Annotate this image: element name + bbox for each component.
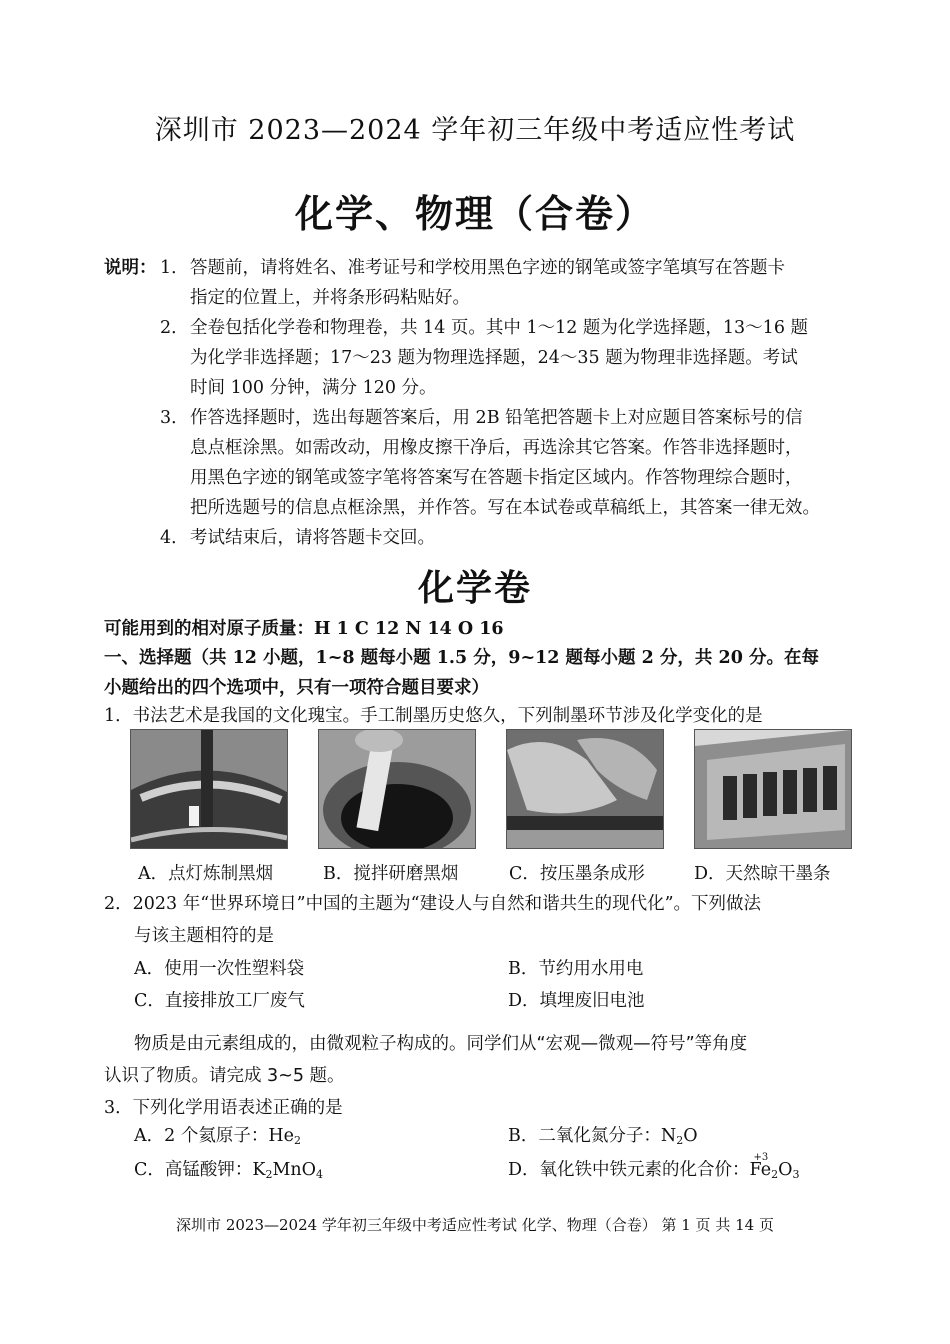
q3-option-d-formula [749,1152,772,1180]
q3-option-d-subscript: 2 [771,1168,779,1181]
photo-drying [694,729,852,849]
q3-option-c-subscript: 2 [265,1168,273,1181]
q3-option-c-text: C．高锰酸钾：K [134,1160,266,1180]
page-footer: 深圳市 2023—2024 学年初三年级中考适应性考试 化学、物理（合卷） 第 1 页 共 14 页 [176,1216,774,1234]
q2-option-b: B．节约用水用电 [508,959,644,979]
q1-option-c: C．按压墨条成形 [509,864,645,884]
q1-option-b: B．搅拌研磨黑烟 [323,864,459,884]
iron-symbol: Fe [749,1160,772,1180]
instruction-line: 时间 100 分钟，满分 120 分。 [190,378,437,398]
q1-stem: 1．书法艺术是我国的文化瑰宝。手工制墨历史悠久，下列制墨环节涉及化学变化的是 [104,706,763,726]
q3-option-c-subscript: 4 [316,1168,324,1181]
photo-lamp-smoke [130,729,288,849]
photo-grinding [318,729,476,849]
q2-stem: 2．2023 年“世界环境日”中国的主题为“建设人与自然和谐共生的现代化”。下列做法 [104,894,762,914]
q2-stem: 与该主题相符的是 [134,926,274,946]
q3-option-b-subscript: 2 [676,1134,684,1147]
passage-text: 认识了物质。请完成 3~5 题。 [104,1066,345,1086]
q1-option-a: A．点灯炼制黑烟 [138,864,274,884]
instructions-label: 说明： [104,258,157,278]
q3-option-d-subscript: 3 [792,1168,800,1181]
atomic-masses: 可能用到的相对原子质量：H 1 C 12 N 14 O 16 [104,619,504,639]
instruction-line: 作答选择题时，选出每题答案后，用 2B 铅笔把答题卡上对应题目答案标号的信 [190,408,803,428]
instruction-line: 为化学非选择题；17～23 题为物理选择题，24～35 题为物理非选择题。考试 [190,348,798,368]
instruction-number: 4． [160,528,189,548]
q3-option-b [508,1126,698,1151]
photo-pressing [506,729,664,849]
instruction-line: 全卷包括化学卷和物理卷，共 14 页。其中 1～12 题为化学选择题，13～16 题 [190,318,809,338]
valence-mark: +3 [753,1152,769,1163]
q3-option-a [134,1126,301,1151]
instruction-line: 用黑色字迹的钢笔或签字笔将答案写在答题卡指定区域内。作答物理综合题时， [190,468,803,488]
oxygen-symbol: O [778,1160,793,1180]
subject-title: 化学、物理（合卷） [294,191,655,236]
exam-title: 深圳市 2023—2024 学年初三年级中考适应性考试 [154,115,796,146]
instruction-line: 答题前，请将姓名、准考证号和学校用黑色字迹的钢笔或签字笔填写在答题卡 [190,258,785,278]
q2-option-d: D．填埋废旧电池 [508,991,645,1011]
q3-option-a-text: A．2 个氦原子：He [134,1126,294,1146]
instruction-number: 1． [160,258,189,278]
q2-option-a: A．使用一次性塑料袋 [134,959,305,979]
chemistry-section-title: 化学卷 [417,567,532,609]
q3-option-d [508,1152,800,1185]
instruction-line: 指定的位置上，并将条形码粘贴好。 [190,288,470,308]
q3-stem: 3．下列化学用语表述正确的是 [104,1098,343,1118]
q2-option-c: C．直接排放工厂废气 [134,991,305,1011]
q3-option-c [134,1160,323,1185]
instruction-line: 把所选题号的信息点框涂黑，并作答。写在本试卷或草稿纸上，其答案一律无效。 [190,498,820,518]
q3-option-d-text: D．氧化铁中铁元素的化合价： [508,1160,750,1180]
q3-option-c-mid: MnO [272,1160,317,1180]
q3-option-b-tail: O [683,1126,698,1146]
instruction-line: 考试结束后，请将答题卡交回。 [190,528,435,548]
instruction-line: 息点框涂黑。如需改动，用橡皮擦干净后，再选涂其它答案。作答非选择题时， [190,438,803,458]
part-one-heading: 小题给出的四个选项中，只有一项符合题目要求） [104,678,489,698]
passage-text: 物质是由元素组成的，由微观粒子构成的。同学们从“宏观—微观—符号”等角度 [134,1034,748,1054]
q3-option-a-subscript: 2 [293,1134,301,1147]
part-one-heading: 一、选择题（共 12 小题，1~8 题每小题 1.5 分，9~12 题每小题 2 分，共 20 分。在每 [104,648,819,668]
instruction-number: 2． [160,318,189,338]
q1-option-d: D．天然晾干墨条 [694,864,831,884]
instruction-number: 3． [160,408,189,428]
q3-option-b-text: B．二氧化氮分子：N [508,1126,677,1146]
